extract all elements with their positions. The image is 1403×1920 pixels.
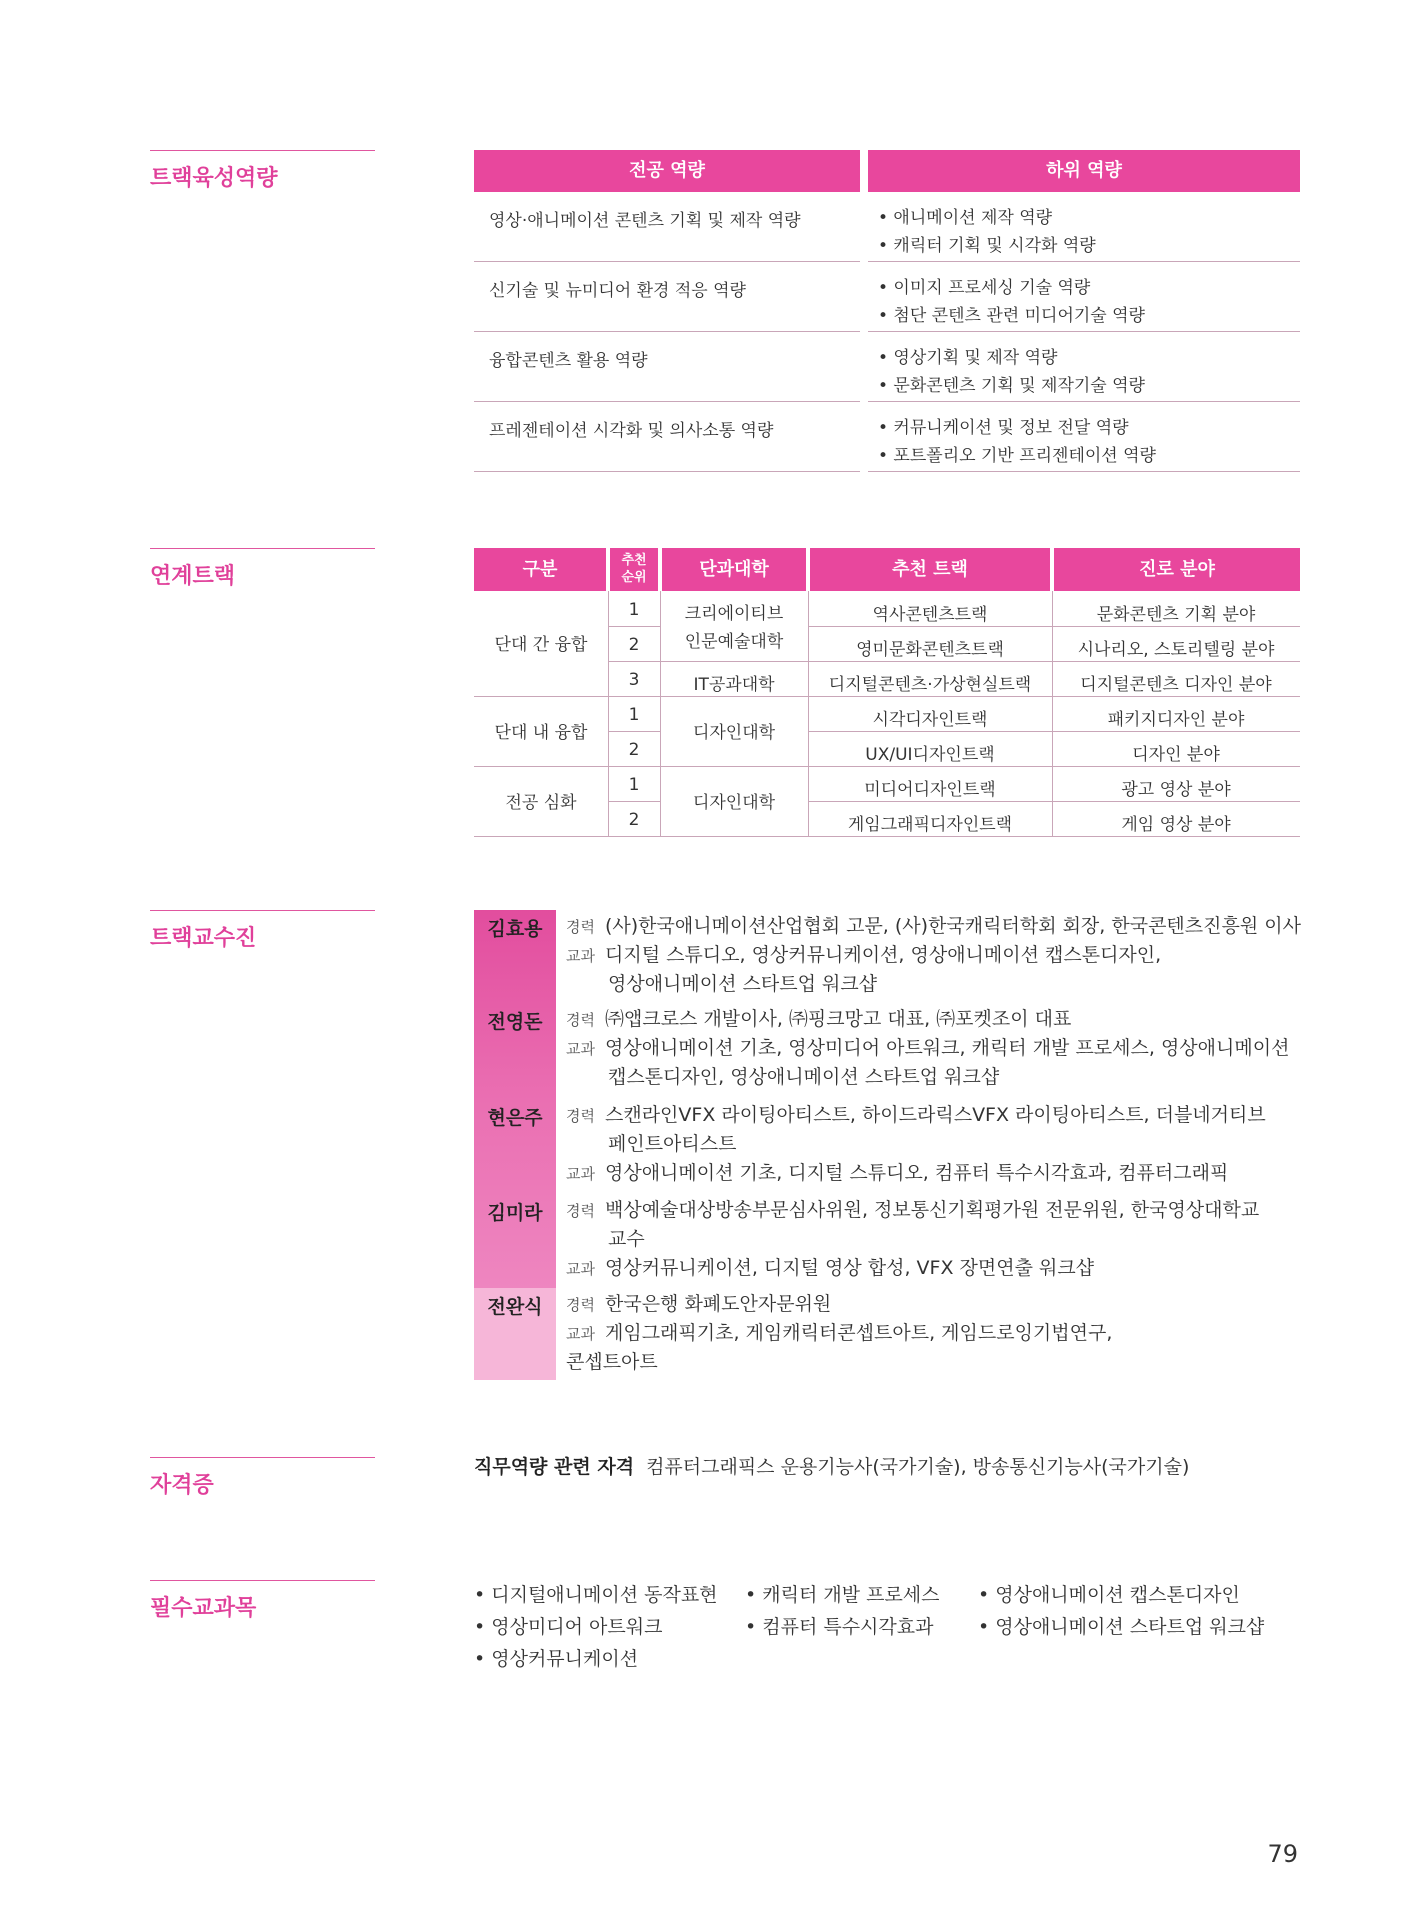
major-competency: 프레젠테이션 시각화 및 의사소통 역량: [474, 402, 860, 472]
track-cell: 영미문화콘텐츠트랙: [856, 640, 1004, 660]
college-cell: IT공과대학: [693, 675, 775, 695]
career-cell: 디자인 분야: [1132, 745, 1220, 765]
rank-cell: 3: [628, 670, 640, 690]
rank-cell: 1: [628, 705, 640, 725]
table-row: [474, 262, 1300, 332]
list-item: • 컴퓨터 특수시각효과: [745, 1616, 934, 1638]
header-category: 구분: [474, 548, 606, 591]
section-label-faculty: 트랙교수진: [150, 910, 375, 952]
faculty-course: 교과 영상애니메이션 기초, 디지털 스튜디오, 컴퓨터 특수시각효과, 컴퓨터그래픽: [566, 1162, 1229, 1184]
career-cell: 광고 영상 분야: [1121, 780, 1231, 800]
competency-table: [474, 150, 1300, 472]
faculty-course: 교과 영상커뮤니케이션, 디지털 영상 합성, VFX 장면연출 워크샵: [566, 1257, 1095, 1279]
track-cell: UX/UI디자인트랙: [865, 745, 995, 765]
table-row: [474, 402, 1300, 472]
sub-competency: • 이미지 프로세싱 기술 역량 • 첨단 콘텐츠 관련 미디어기술 역량: [868, 262, 1300, 332]
list-item: • 영상애니메이션 캡스톤디자인: [978, 1584, 1240, 1606]
table-row: [474, 192, 1300, 262]
header-college: 단과대학: [662, 548, 806, 591]
list-item: • 영상커뮤니케이션: [474, 1648, 639, 1670]
faculty-career: 경력 (사)한국애니메이션산업협회 고문, (사)한국캐릭터학회 회장, 한국콘텐츠진흥원 이사: [566, 915, 1301, 937]
faculty-career: 경력 백상예술대상방송부문심사위원, 정보통신기획평가원 전문위원, 한국영상대학교: [566, 1199, 1260, 1221]
major-competency: 신기술 및 뉴미디어 환경 적응 역량: [474, 262, 860, 332]
faculty-career-cont: 페인트아티스트: [608, 1133, 737, 1155]
rank-cell: 2: [628, 740, 640, 760]
career-cell: 게임 영상 분야: [1121, 815, 1231, 835]
faculty-name: 전영돈: [487, 1011, 543, 1033]
header-career: 진로 분야: [1054, 548, 1300, 591]
header-track: 추천 트랙: [810, 548, 1050, 591]
section-label-track-competency: 트랙육성역량: [150, 150, 375, 192]
major-competency: 융합콘텐츠 활용 역량: [474, 332, 860, 402]
section-label-linked-track: 연계트랙: [150, 548, 375, 590]
header-rank: 추천 순위: [610, 548, 658, 591]
page-number: 79: [1267, 1840, 1298, 1868]
career-cell: 패키지디자인 분야: [1107, 710, 1245, 730]
category-cell: 단대 간 융합: [494, 635, 588, 655]
faculty-course: 교과 게임그래픽기초, 게임캐릭터콘셉트아트, 게임드로잉기법연구,: [566, 1322, 1113, 1344]
faculty-list: [474, 910, 1314, 1390]
faculty-career-cont: 교수: [608, 1228, 645, 1250]
track-cell: 게임그래픽디자인트랙: [847, 815, 1013, 835]
track-cell: 디지털콘텐츠·가상현실트랙: [828, 675, 1032, 695]
faculty-course: 교과 영상애니메이션 기초, 영상미디어 아트워크, 캐릭터 개발 프로세스, 영상애니메이션: [566, 1037, 1290, 1059]
faculty-course-cont: 콘셉트아트: [566, 1351, 658, 1373]
college-cell: 디자인대학: [692, 723, 776, 743]
faculty-course: 교과 디지털 스튜디오, 영상커뮤니케이션, 영상애니메이션 캡스톤디자인,: [566, 944, 1162, 966]
section-label-certificate: 자격증: [150, 1457, 375, 1499]
faculty-name: 전완식: [487, 1296, 543, 1318]
track-cell: 시각디자인트랙: [872, 710, 988, 730]
faculty-career: 경력 ㈜앱크로스 개발이사, ㈜핑크망고 대표, ㈜포켓조이 대표: [566, 1008, 1072, 1030]
faculty-career: 경력 한국은행 화폐도안자문위원: [566, 1293, 832, 1315]
faculty-career: 경력 스캔라인VFX 라이팅아티스트, 하이드라릭스VFX 라이팅아티스트, 더블네거티브: [566, 1104, 1266, 1126]
list-item: • 영상애니메이션 스타트업 워크샵: [978, 1616, 1265, 1638]
category-cell: 단대 내 융합: [494, 723, 588, 743]
category-cell: 전공 심화: [505, 793, 577, 813]
track-cell: 미디어디자인트랙: [864, 780, 996, 800]
linked-track-table: [474, 548, 1300, 838]
college-cell: 크리에이티브 인문예술대학: [684, 604, 784, 652]
list-item: • 캐릭터 개발 프로세스: [745, 1584, 940, 1606]
faculty-name: 현은주: [487, 1107, 543, 1129]
rank-cell: 2: [628, 810, 640, 830]
faculty-course-cont: 캡스톤디자인, 영상애니메이션 스타트업 워크샵: [608, 1066, 1000, 1088]
major-competency: 영상·애니메이션 콘텐츠 기획 및 제작 역량: [474, 192, 860, 262]
certificate-line: 직무역량 관련 자격 컴퓨터그래픽스 운용기능사(국가기술), 방송통신기능사(국가기술): [474, 1456, 1190, 1478]
faculty-course-cont: 영상애니메이션 스타트업 워크샵: [608, 973, 878, 995]
career-cell: 디지털콘텐츠 디자인 분야: [1080, 675, 1272, 695]
sub-competency: • 애니메이션 제작 역량 • 캐릭터 기획 및 시각화 역량: [868, 192, 1300, 262]
header-major-competency: 전공 역량: [474, 150, 860, 192]
rank-cell: 1: [628, 775, 640, 795]
table-row: [474, 332, 1300, 402]
rank-cell: 2: [628, 635, 640, 655]
career-cell: 문화콘텐츠 기획 분야: [1096, 605, 1256, 625]
list-item: • 영상미디어 아트워크: [474, 1616, 663, 1638]
faculty-name: 김효용: [487, 918, 543, 940]
sub-competency: • 영상기획 및 제작 역량 • 문화콘텐츠 기획 및 제작기술 역량: [868, 332, 1300, 402]
sub-competency: • 커뮤니케이션 및 정보 전달 역량 • 포트폴리오 기반 프리젠테이션 역량: [868, 402, 1300, 472]
list-item: • 디지털애니메이션 동작표현: [474, 1584, 718, 1606]
section-label-required-courses: 필수교과목: [150, 1580, 375, 1622]
faculty-name: 김미라: [487, 1202, 543, 1224]
track-cell: 역사콘텐츠트랙: [872, 605, 988, 625]
rank-cell: 1: [628, 600, 640, 620]
header-sub-competency: 하위 역량: [868, 150, 1300, 192]
career-cell: 시나리오, 스토리텔링 분야: [1077, 640, 1275, 660]
college-cell: 디자인대학: [692, 793, 776, 813]
